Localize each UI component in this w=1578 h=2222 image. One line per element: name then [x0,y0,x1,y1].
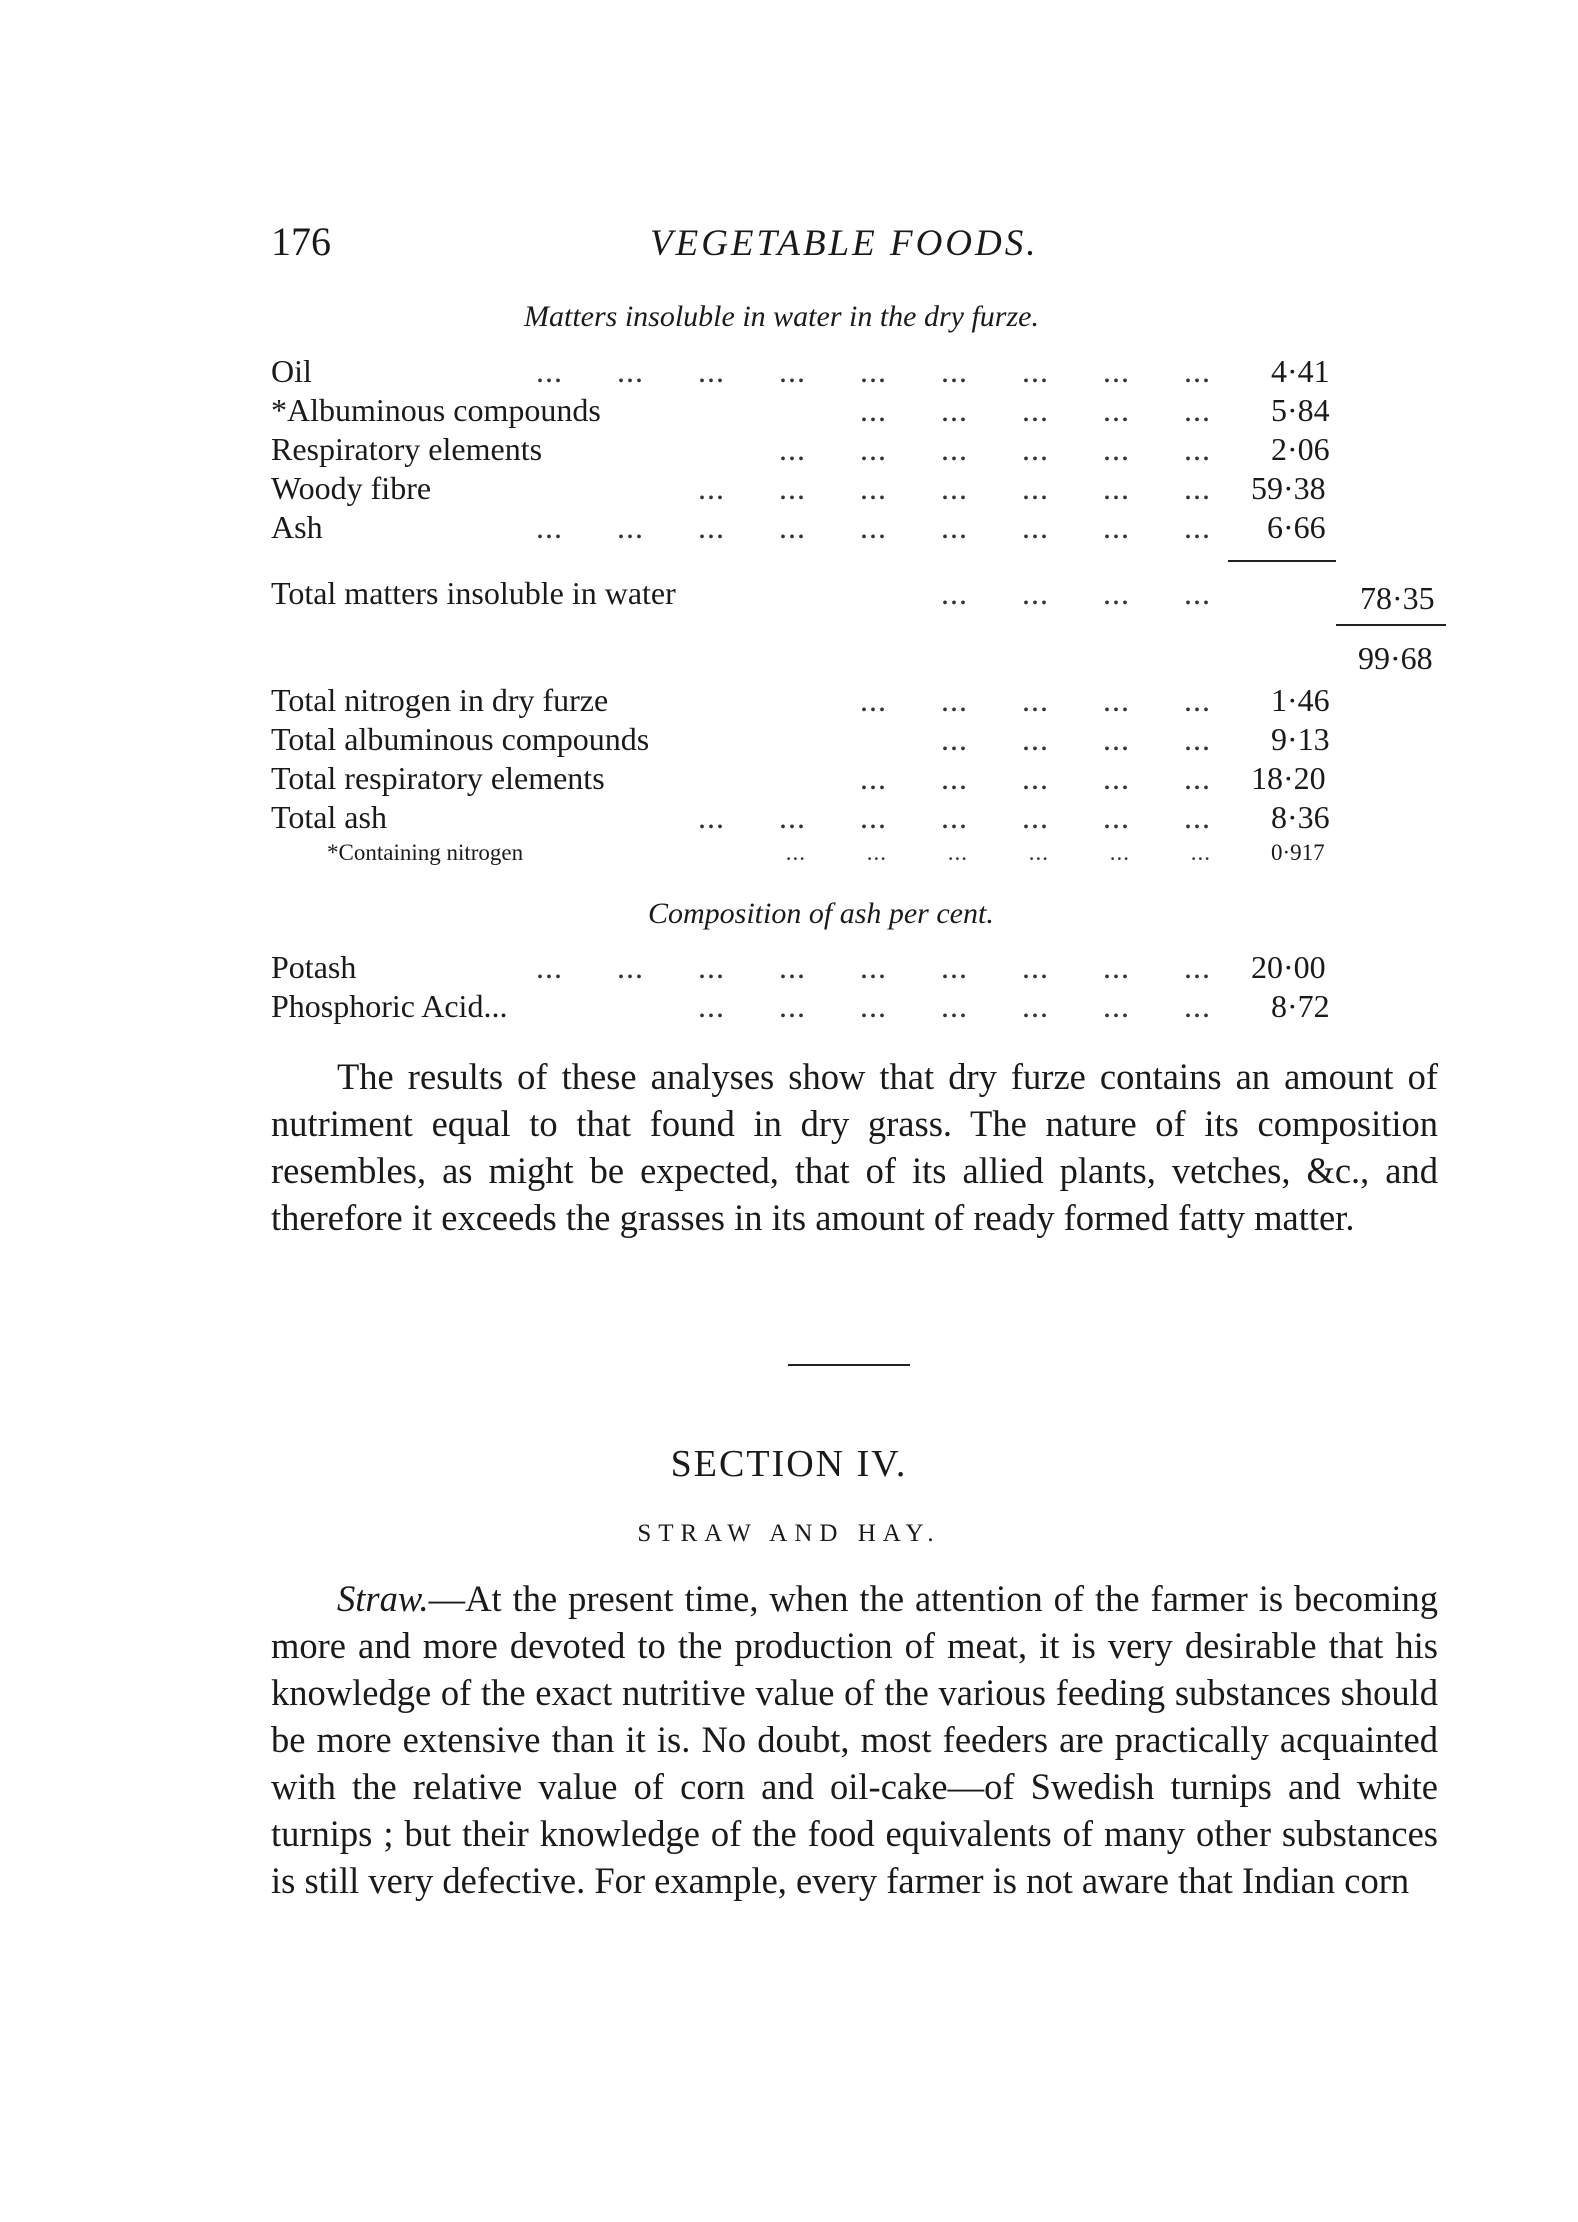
table-row [271,949,1331,989]
footnote-value: 0·917 [1271,840,1325,865]
section-paragraph [271,1575,1438,1904]
row-label: Respiratory elements [271,431,543,467]
sum-rule [1336,624,1446,626]
leader-dots: ... ... ... ... ... ... ... [698,988,1211,1024]
leader-dots: ... ... ... ... ... ... ... [698,799,1211,835]
leader-dots: ... ... ... ... ... ... ... [698,470,1211,506]
table-ash-caption: Composition of ash per cent. [648,897,994,930]
row-value: 8·72 [1271,988,1330,1024]
table-row [271,682,1331,722]
paragraph-text: The results of these analyses show that dry furze contains an amount of nutriment equal to that found in dry grass. The nature of its composition resembles, as might be expected, that of its allied plants, vetches, &c., and therefore it exceeds the grasses in its amount of ready formed fatty matter. [271,1056,1438,1238]
row-label: Total respiratory elements [271,760,605,796]
section-divider [788,1364,910,1366]
row-value: 20·00 [1251,949,1326,985]
total-label: Total matters insoluble in water [271,575,676,611]
row-value: 8·36 [1271,799,1330,835]
grand-total-value: 99·68 [1358,640,1433,676]
section-title: SECTION IV. [670,1443,908,1485]
row-value: 18·20 [1251,760,1326,796]
total-value: 78·35 [1360,580,1435,616]
table-row [271,353,1331,393]
leader-dots: ... ... ... ... ... [860,392,1211,428]
table-insoluble-caption: Matters insoluble in water in the dry furze. [524,300,1039,333]
leader-dots: ... ... ... ... [941,721,1211,757]
row-label: Woody fibre [271,470,432,506]
row-value: 1·46 [1271,682,1330,718]
leader-dots: ... ... ... ... ... ... [785,840,1211,865]
row-label: *Albuminous compounds [271,392,601,428]
row-label: Total ash [271,799,387,835]
leader-dots: ... ... ... ... ... ... ... ... ... [536,353,1211,389]
table-row [271,392,1331,432]
leader-dots: ... ... ... ... ... [860,682,1211,718]
table-row [271,431,1331,471]
table-row [271,509,1331,549]
row-label: Ash [271,509,323,545]
leader-dots: ... ... ... ... [941,575,1211,611]
body-paragraph [271,1053,1438,1241]
leader-dots: ... ... ... ... ... ... ... ... ... [536,949,1211,985]
table-total-row [271,575,1331,615]
leader-dots: ... ... ... ... ... ... ... ... ... [536,509,1211,545]
paragraph-text: —At the present time, when the attention of the farmer is becoming more and more devoted to the production of meat, it is very desirable that his knowledge of the exact nutritive value of the various feeding substances should be more extensive than it is. No doubt, most feeders are practically acquainted with the relative value of corn and oil-cake—of Swedish turnips and white turnips ; but their knowledge of the food equivalents of many other substances is still very defective. For example, every farmer is not aware that Indian corn [271,1578,1438,1901]
row-value: 5·84 [1271,392,1330,428]
row-label: Oil [271,353,312,389]
row-value: 6·66 [1267,509,1326,545]
leader-dots: ... ... ... ... ... ... [779,431,1211,467]
row-label: Phosphoric Acid... [271,988,508,1024]
table-row [271,799,1331,839]
row-label: Potash [271,949,357,985]
table-row [271,721,1331,761]
row-label: Total nitrogen in dry furze [271,682,609,718]
leader-dots: ... ... ... ... ... [860,760,1211,796]
row-label: Total albuminous compounds [271,721,650,757]
table-row [271,470,1331,510]
footnote-label: *Containing nitrogen [327,840,524,865]
row-value: 2·06 [1271,431,1330,467]
paragraph-lead: Straw. [337,1578,429,1619]
row-value: 4·41 [1271,353,1330,389]
column-rule [1228,560,1336,562]
row-value: 9·13 [1271,721,1330,757]
section-subtitle: STRAW AND HAY. [637,1520,941,1547]
footnote-row [271,834,1331,874]
table-row [271,988,1331,1028]
page-number: 176 [271,219,331,264]
row-value: 59·38 [1251,470,1326,506]
table-row [271,760,1331,800]
running-title: VEGETABLE FOODS. [650,223,1039,264]
